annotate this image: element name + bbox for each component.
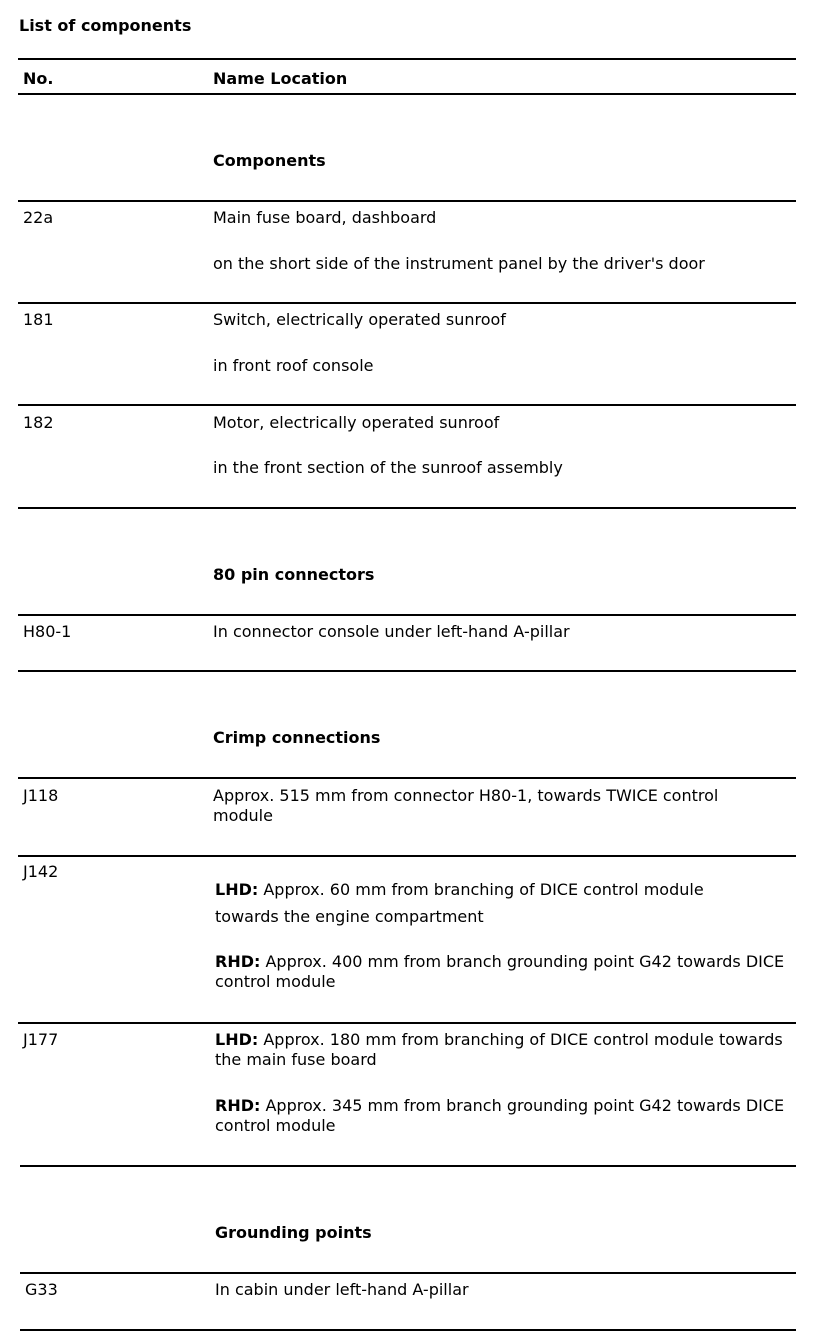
row-location: In connector console under left-hand A-pillar — [213, 622, 570, 641]
header-no: No. — [23, 69, 54, 88]
rhd-text — [215, 952, 790, 992]
lhd-text — [215, 880, 704, 900]
lhd-label: LHD: — [215, 880, 259, 899]
lhd-line1: Approx. 60 mm from branching of DICE control module — [263, 880, 704, 899]
row-divider — [18, 777, 796, 779]
row-divider — [18, 404, 796, 406]
lhd-line2: towards the engine compartment — [215, 907, 484, 926]
lhd-label: LHD: — [215, 1030, 259, 1049]
row-name: Switch, electrically operated sunroof — [213, 310, 506, 329]
row-divider — [18, 855, 796, 857]
lhd-text — [215, 1030, 790, 1070]
row-divider — [20, 1165, 796, 1167]
row-no: G33 — [25, 1280, 58, 1299]
row-location: in the front section of the sunroof assembly — [213, 458, 563, 477]
row-divider — [20, 1329, 796, 1331]
row-divider — [18, 200, 796, 202]
row-no: J177 — [23, 1030, 59, 1049]
section-heading-components: Components — [213, 151, 326, 170]
lhd-body: Approx. 180 mm from branching of DICE control module towards the main fuse board — [215, 1030, 783, 1069]
row-location: Approx. 515 mm from connector H80-1, towards TWICE control module — [213, 786, 719, 825]
header-top-rule — [18, 58, 796, 60]
row-no: J142 — [23, 862, 59, 881]
row-no: 181 — [23, 310, 54, 329]
rhd-label: RHD: — [215, 952, 261, 971]
rhd-body: Approx. 345 mm from branch grounding point G42 towards DICE control module — [215, 1096, 785, 1135]
row-location: in front roof console — [213, 356, 374, 375]
row-divider — [18, 507, 796, 509]
rhd-label: RHD: — [215, 1096, 261, 1115]
row-divider — [18, 614, 796, 616]
row-no: H80-1 — [23, 622, 72, 641]
row-divider — [20, 1272, 796, 1274]
header-name-location: Name Location — [213, 69, 348, 88]
row-name: Main fuse board, dashboard — [213, 208, 437, 227]
row-divider — [18, 670, 796, 672]
section-heading-grounding-points: Grounding points — [215, 1223, 372, 1242]
row-name: Motor, electrically operated sunroof — [213, 413, 500, 432]
row-no: J118 — [23, 786, 59, 805]
rhd-text — [215, 1096, 790, 1136]
row-divider — [18, 1022, 796, 1024]
row-no: 182 — [23, 413, 54, 432]
section-heading-crimp-connections: Crimp connections — [213, 728, 381, 747]
page-title: List of components — [19, 16, 192, 35]
section-heading-80-pin-connectors: 80 pin connectors — [213, 565, 375, 584]
header-bottom-rule — [18, 93, 796, 95]
row-location: In cabin under left-hand A-pillar — [215, 1280, 469, 1299]
rhd-body: Approx. 400 mm from branch grounding point G42 towards DICE control module — [215, 952, 785, 991]
row-no: 22a — [23, 208, 54, 227]
row-divider — [18, 302, 796, 304]
row-location: on the short side of the instrument panel by the driver's door — [213, 254, 705, 273]
